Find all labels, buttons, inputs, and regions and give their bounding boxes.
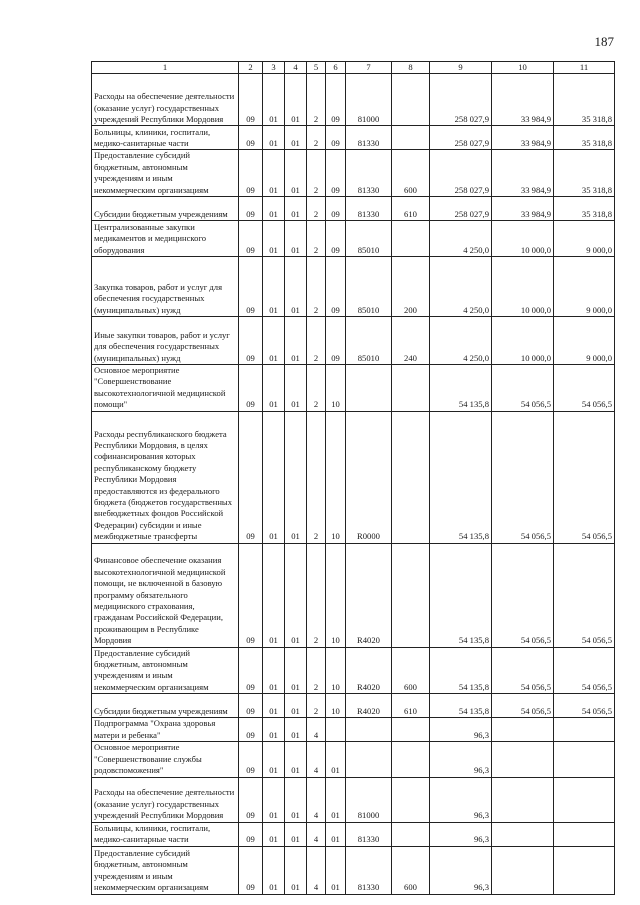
- cell-col-4: 01: [285, 411, 307, 543]
- cell-col-8: 610: [392, 197, 430, 221]
- cell-col-10: [492, 777, 554, 822]
- cell-col-4: 01: [285, 742, 307, 777]
- cell-col-2: 09: [239, 221, 263, 257]
- cell-col-10: 10 000,0: [492, 257, 554, 317]
- row-name-cell: Расходы на обеспечение деятельности (оказание услуг) государственных учреждений Республики Мордовия: [92, 777, 239, 822]
- cell-col-5: 2: [307, 543, 326, 647]
- table-row: [92, 694, 615, 718]
- cell-col-9: 96,3: [430, 822, 492, 846]
- cell-col-4: 01: [285, 694, 307, 718]
- cell-col-8: [392, 777, 430, 822]
- budget-table: [91, 61, 615, 895]
- cell-col-11: 9 000,0: [554, 221, 615, 257]
- column-header-6: 6: [326, 62, 346, 74]
- cell-col-11: 35 318,8: [554, 126, 615, 150]
- cell-col-5: 2: [307, 257, 326, 317]
- cell-col-2: 09: [239, 647, 263, 694]
- row-name-cell: Подпрограмма "Охрана здоровья матери и ребенка": [92, 718, 239, 742]
- cell-col-7: [346, 365, 392, 412]
- cell-col-10: 10 000,0: [492, 317, 554, 365]
- table-row: [92, 257, 615, 317]
- table-row: [92, 411, 615, 543]
- cell-col-10: 54 056,5: [492, 543, 554, 647]
- cell-col-2: 09: [239, 317, 263, 365]
- cell-col-2: 09: [239, 718, 263, 742]
- cell-col-6: 09: [326, 197, 346, 221]
- cell-col-6: 01: [326, 822, 346, 846]
- cell-col-10: 54 056,5: [492, 411, 554, 543]
- cell-col-5: 2: [307, 221, 326, 257]
- cell-col-2: 09: [239, 543, 263, 647]
- cell-col-5: 2: [307, 365, 326, 412]
- cell-col-3: 01: [263, 221, 285, 257]
- row-name-cell: Субсидии бюджетным учреждениям: [92, 197, 239, 221]
- cell-col-8: [392, 543, 430, 647]
- page-number: 187: [594, 34, 614, 49]
- cell-col-5: 4: [307, 822, 326, 846]
- cell-col-8: [392, 365, 430, 412]
- cell-col-3: 01: [263, 257, 285, 317]
- row-name-cell: Предоставление субсидий бюджетным, автономным учреждениям и иным некоммерческим организациям: [92, 647, 239, 694]
- cell-col-6: 09: [326, 74, 346, 126]
- cell-col-11: [554, 822, 615, 846]
- cell-col-9: 54 135,8: [430, 411, 492, 543]
- cell-col-5: 2: [307, 317, 326, 365]
- table-row: [92, 647, 615, 694]
- cell-col-9: 96,3: [430, 846, 492, 894]
- cell-col-3: 01: [263, 74, 285, 126]
- table-row: [92, 150, 615, 197]
- cell-col-5: 2: [307, 694, 326, 718]
- cell-col-10: 10 000,0: [492, 221, 554, 257]
- cell-col-7: 81330: [346, 150, 392, 197]
- cell-col-11: 54 056,5: [554, 365, 615, 412]
- cell-col-9: 4 250,0: [430, 317, 492, 365]
- cell-col-2: 09: [239, 846, 263, 894]
- cell-col-10: [492, 718, 554, 742]
- cell-col-4: 01: [285, 543, 307, 647]
- cell-col-11: 9 000,0: [554, 257, 615, 317]
- table-row: [92, 74, 615, 126]
- cell-col-10: [492, 742, 554, 777]
- column-header-10: 10: [492, 62, 554, 74]
- cell-col-3: 01: [263, 543, 285, 647]
- cell-col-3: 01: [263, 694, 285, 718]
- cell-col-8: 600: [392, 647, 430, 694]
- cell-col-5: 4: [307, 777, 326, 822]
- row-name-cell: Предоставление субсидий бюджетным, автономным учреждениям и иным некоммерческим организациям: [92, 150, 239, 197]
- cell-col-6: 09: [326, 126, 346, 150]
- cell-col-4: 01: [285, 777, 307, 822]
- cell-col-6: 10: [326, 411, 346, 543]
- cell-col-4: 01: [285, 822, 307, 846]
- row-name-cell: Расходы республиканского бюджета Республики Мордовия, в целях софинансирования которых республиканскому бюджету Республики Мордовия предоставляются из федерального бюджета (бюджетов государственных внебюджетных фондов Российской Федерации) субсидии и иные межбюджетные трансферты: [92, 411, 239, 543]
- cell-col-11: [554, 777, 615, 822]
- table-row: [92, 126, 615, 150]
- cell-col-6: 09: [326, 221, 346, 257]
- cell-col-6: 01: [326, 777, 346, 822]
- row-name-cell: Основное мероприятие "Совершенствование высокотехнологичной медицинской помощи": [92, 365, 239, 412]
- table-row: [92, 718, 615, 742]
- cell-col-6: 10: [326, 694, 346, 718]
- cell-col-8: 600: [392, 150, 430, 197]
- table-row: [92, 221, 615, 257]
- cell-col-5: 2: [307, 150, 326, 197]
- cell-col-9: 4 250,0: [430, 221, 492, 257]
- cell-col-7: 81330: [346, 846, 392, 894]
- cell-col-6: [326, 718, 346, 742]
- header-row: [92, 62, 615, 74]
- cell-col-9: 258 027,9: [430, 150, 492, 197]
- cell-col-4: 01: [285, 317, 307, 365]
- cell-col-7: 85010: [346, 317, 392, 365]
- cell-col-10: [492, 822, 554, 846]
- table-row: [92, 365, 615, 412]
- cell-col-5: 2: [307, 647, 326, 694]
- row-name-cell: Больницы, клиники, госпитали, медико-санитарные части: [92, 126, 239, 150]
- cell-col-11: 54 056,5: [554, 411, 615, 543]
- cell-col-10: 33 984,9: [492, 197, 554, 221]
- cell-col-9: 258 027,9: [430, 126, 492, 150]
- cell-col-3: 01: [263, 822, 285, 846]
- cell-col-9: 54 135,8: [430, 647, 492, 694]
- cell-col-5: 2: [307, 411, 326, 543]
- cell-col-2: 09: [239, 411, 263, 543]
- column-header-7: 7: [346, 62, 392, 74]
- cell-col-9: 96,3: [430, 718, 492, 742]
- row-name-cell: Закупка товаров, работ и услуг для обеспечения государственных (муниципальных) нужд: [92, 257, 239, 317]
- cell-col-2: 09: [239, 257, 263, 317]
- cell-col-9: 4 250,0: [430, 257, 492, 317]
- cell-col-11: [554, 718, 615, 742]
- cell-col-3: 01: [263, 742, 285, 777]
- cell-col-2: 09: [239, 150, 263, 197]
- cell-col-7: [346, 742, 392, 777]
- cell-col-6: 10: [326, 543, 346, 647]
- cell-col-4: 01: [285, 126, 307, 150]
- cell-col-6: 10: [326, 365, 346, 412]
- cell-col-3: 01: [263, 365, 285, 412]
- cell-col-7: R4020: [346, 647, 392, 694]
- cell-col-11: 54 056,5: [554, 647, 615, 694]
- cell-col-3: 01: [263, 777, 285, 822]
- cell-col-9: 258 027,9: [430, 74, 492, 126]
- cell-col-5: 4: [307, 718, 326, 742]
- cell-col-4: 01: [285, 74, 307, 126]
- cell-col-5: 2: [307, 126, 326, 150]
- row-name-cell: Больницы, клиники, госпитали, медико-санитарные части: [92, 822, 239, 846]
- cell-col-2: 09: [239, 365, 263, 412]
- cell-col-8: [392, 822, 430, 846]
- row-name-cell: Финансовое обеспечение оказания высокотехнологичной медицинской помощи, не включенной в базовую программу обязательного медицинского страхования, гражданам Российской Федерации, проживающим в Республике Мордовия: [92, 543, 239, 647]
- cell-col-11: [554, 846, 615, 894]
- cell-col-9: 96,3: [430, 777, 492, 822]
- cell-col-11: 9 000,0: [554, 317, 615, 365]
- column-header-9: 9: [430, 62, 492, 74]
- cell-col-3: 01: [263, 197, 285, 221]
- column-header-2: 2: [239, 62, 263, 74]
- cell-col-10: 54 056,5: [492, 694, 554, 718]
- column-header-11: 11: [554, 62, 615, 74]
- column-header-3: 3: [263, 62, 285, 74]
- cell-col-2: 09: [239, 822, 263, 846]
- column-header-4: 4: [285, 62, 307, 74]
- cell-col-9: 258 027,9: [430, 197, 492, 221]
- cell-col-10: 33 984,9: [492, 74, 554, 126]
- cell-col-6: 09: [326, 257, 346, 317]
- table-row: [92, 197, 615, 221]
- cell-col-3: 01: [263, 317, 285, 365]
- cell-col-9: 54 135,8: [430, 543, 492, 647]
- cell-col-2: 09: [239, 742, 263, 777]
- cell-col-7: R4020: [346, 694, 392, 718]
- cell-col-8: [392, 221, 430, 257]
- cell-col-8: [392, 742, 430, 777]
- cell-col-4: 01: [285, 197, 307, 221]
- cell-col-8: 240: [392, 317, 430, 365]
- cell-col-3: 01: [263, 718, 285, 742]
- column-header-5: 5: [307, 62, 326, 74]
- cell-col-4: 01: [285, 718, 307, 742]
- cell-col-11: 54 056,5: [554, 543, 615, 647]
- cell-col-8: 200: [392, 257, 430, 317]
- table-row: [92, 543, 615, 647]
- table-body: [92, 74, 615, 894]
- cell-col-3: 01: [263, 411, 285, 543]
- table-row: [92, 742, 615, 777]
- row-name-cell: Иные закупки товаров, работ и услуг для обеспечения государственных (муниципальных) нужд: [92, 317, 239, 365]
- cell-col-4: 01: [285, 221, 307, 257]
- row-name-cell: Основное мероприятие "Совершенствование службы родовспоможения": [92, 742, 239, 777]
- cell-col-7: 81000: [346, 777, 392, 822]
- cell-col-9: 96,3: [430, 742, 492, 777]
- cell-col-2: 09: [239, 197, 263, 221]
- cell-col-4: 01: [285, 846, 307, 894]
- table-row: [92, 822, 615, 846]
- cell-col-8: [392, 126, 430, 150]
- cell-col-6: 01: [326, 846, 346, 894]
- cell-col-5: 4: [307, 742, 326, 777]
- row-name-cell: Предоставление субсидий бюджетным, автономным учреждениям и иным некоммерческим организациям: [92, 846, 239, 894]
- cell-col-3: 01: [263, 126, 285, 150]
- cell-col-7: 81330: [346, 126, 392, 150]
- cell-col-11: [554, 742, 615, 777]
- cell-col-2: 09: [239, 777, 263, 822]
- cell-col-4: 01: [285, 257, 307, 317]
- cell-col-3: 01: [263, 647, 285, 694]
- cell-col-6: 10: [326, 647, 346, 694]
- cell-col-8: [392, 411, 430, 543]
- cell-col-11: 35 318,8: [554, 150, 615, 197]
- cell-col-10: 33 984,9: [492, 150, 554, 197]
- cell-col-2: 09: [239, 74, 263, 126]
- cell-col-6: 01: [326, 742, 346, 777]
- cell-col-6: 09: [326, 150, 346, 197]
- cell-col-7: R4020: [346, 543, 392, 647]
- cell-col-4: 01: [285, 647, 307, 694]
- cell-col-4: 01: [285, 365, 307, 412]
- cell-col-7: R0000: [346, 411, 392, 543]
- cell-col-2: 09: [239, 694, 263, 718]
- cell-col-7: 81000: [346, 74, 392, 126]
- row-name-cell: Централизованные закупки медикаментов и медицинского оборудования: [92, 221, 239, 257]
- cell-col-7: 81330: [346, 822, 392, 846]
- cell-col-9: 54 135,8: [430, 365, 492, 412]
- row-name-cell: Субсидии бюджетным учреждениям: [92, 694, 239, 718]
- cell-col-4: 01: [285, 150, 307, 197]
- cell-col-10: 33 984,9: [492, 126, 554, 150]
- cell-col-10: 54 056,5: [492, 365, 554, 412]
- cell-col-11: 35 318,8: [554, 74, 615, 126]
- table-row: [92, 846, 615, 894]
- cell-col-8: 610: [392, 694, 430, 718]
- cell-col-3: 01: [263, 846, 285, 894]
- cell-col-6: 09: [326, 317, 346, 365]
- cell-col-3: 01: [263, 150, 285, 197]
- cell-col-2: 09: [239, 126, 263, 150]
- column-header-1: 1: [92, 62, 239, 74]
- cell-col-8: 600: [392, 846, 430, 894]
- cell-col-7: 85010: [346, 221, 392, 257]
- column-header-8: 8: [392, 62, 430, 74]
- row-name-cell: Расходы на обеспечение деятельности (оказание услуг) государственных учреждений Республики Мордовия: [92, 74, 239, 126]
- cell-col-5: 4: [307, 846, 326, 894]
- cell-col-5: 2: [307, 197, 326, 221]
- cell-col-7: 81330: [346, 197, 392, 221]
- cell-col-8: [392, 74, 430, 126]
- cell-col-9: 54 135,8: [430, 694, 492, 718]
- cell-col-5: 2: [307, 74, 326, 126]
- cell-col-10: 54 056,5: [492, 647, 554, 694]
- cell-col-8: [392, 718, 430, 742]
- cell-col-10: [492, 846, 554, 894]
- table-row: [92, 317, 615, 365]
- table-row: [92, 777, 615, 822]
- cell-col-11: 35 318,8: [554, 197, 615, 221]
- cell-col-7: 85010: [346, 257, 392, 317]
- cell-col-7: [346, 718, 392, 742]
- cell-col-11: 54 056,5: [554, 694, 615, 718]
